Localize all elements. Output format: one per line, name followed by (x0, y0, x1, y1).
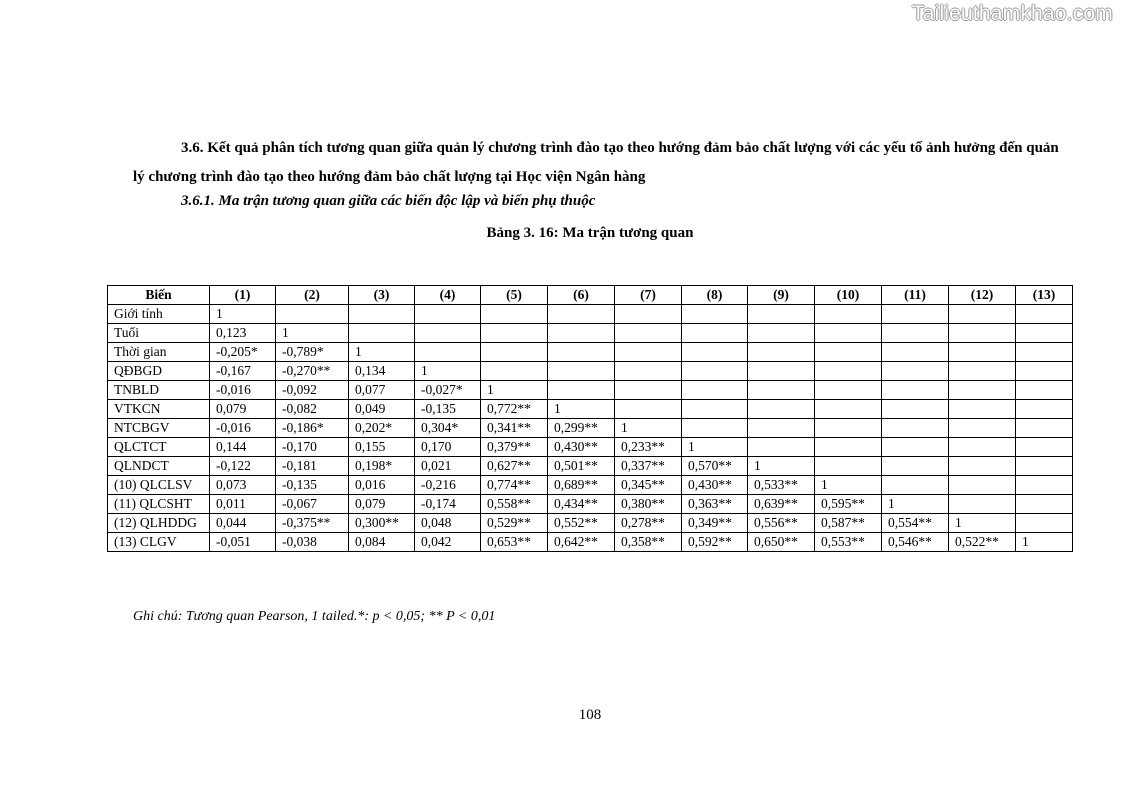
table-cell: -0,016 (210, 381, 276, 400)
table-cell: -0,122 (210, 457, 276, 476)
table-cell (481, 324, 548, 343)
table-cell (815, 324, 882, 343)
row-label-cell: Tuổi (108, 324, 210, 343)
table-cell: 0,430** (682, 476, 748, 495)
table-cell: 0,304* (415, 419, 481, 438)
table-row (108, 400, 1073, 419)
table-cell (949, 305, 1016, 324)
subsection-heading: 3.6.1. Ma trận tương quan giữa các biến độc lập và biến phụ thuộc (181, 193, 596, 209)
table-cell (349, 324, 415, 343)
table-cell: -0,186* (276, 419, 349, 438)
table-cell: 0,434** (548, 495, 615, 514)
header-cell: (10) (815, 286, 882, 305)
table-cell: 1 (1016, 533, 1073, 552)
table-cell (882, 419, 949, 438)
section-heading (133, 134, 1063, 192)
table-cell (1016, 381, 1073, 400)
table-cell (949, 457, 1016, 476)
table-cell: 0,570** (682, 457, 748, 476)
table-cell: 0,049 (349, 400, 415, 419)
table-cell: 0,202* (349, 419, 415, 438)
table-cell: 0,546** (882, 533, 949, 552)
table-cell: -0,789* (276, 343, 349, 362)
table-cell (682, 400, 748, 419)
table-cell (882, 400, 949, 419)
table-cell (682, 419, 748, 438)
table-cell: 0,134 (349, 362, 415, 381)
header-cell: (8) (682, 286, 748, 305)
table-cell: 0,077 (349, 381, 415, 400)
table-cell: 0,300** (349, 514, 415, 533)
table-cell: 0,233** (615, 438, 682, 457)
table-cell (1016, 400, 1073, 419)
table-cell: 0,079 (349, 495, 415, 514)
table-note: Ghi chú: Tương quan Pearson, 1 tailed.*: p < 0,05; ** P < 0,01 (133, 609, 496, 624)
table-cell: 0,084 (349, 533, 415, 552)
table-cell (615, 362, 682, 381)
table-cell: 0,533** (748, 476, 815, 495)
table-cell (949, 362, 1016, 381)
table-cell: 0,522** (949, 533, 1016, 552)
table-cell (1016, 305, 1073, 324)
table-cell (682, 381, 748, 400)
table-cell: 1 (276, 324, 349, 343)
table-cell (1016, 419, 1073, 438)
header-cell: (5) (481, 286, 548, 305)
table-cell: 1 (415, 362, 481, 381)
table-cell: 0,044 (210, 514, 276, 533)
table-row (108, 362, 1073, 381)
header-cell-variable: Biến (108, 286, 210, 305)
table-cell: 0,558** (481, 495, 548, 514)
table-cell (748, 343, 815, 362)
correlation-matrix-table (107, 285, 1073, 552)
table-cell (815, 343, 882, 362)
table-cell: 1 (949, 514, 1016, 533)
table-cell (815, 400, 882, 419)
table-cell (882, 457, 949, 476)
table-cell (481, 305, 548, 324)
row-label-cell: QLNDCT (108, 457, 210, 476)
table-cell: -0,051 (210, 533, 276, 552)
table-row (108, 305, 1073, 324)
header-cell: (1) (210, 286, 276, 305)
table-cell: 0,123 (210, 324, 276, 343)
table-cell (1016, 495, 1073, 514)
table-cell: 0,595** (815, 495, 882, 514)
table-cell (748, 381, 815, 400)
table-cell: 0,155 (349, 438, 415, 457)
table-cell (1016, 514, 1073, 533)
table-cell: 0,774** (481, 476, 548, 495)
table-cell: 0,642** (548, 533, 615, 552)
table-cell: 0,278** (615, 514, 682, 533)
header-cell: (11) (882, 286, 949, 305)
table-cell (815, 305, 882, 324)
row-label-cell: (11) QLCSHT (108, 495, 210, 514)
table-cell (349, 305, 415, 324)
table-cell: -0,082 (276, 400, 349, 419)
table-cell: 0,042 (415, 533, 481, 552)
table-cell: 0,345** (615, 476, 682, 495)
table-cell: 0,021 (415, 457, 481, 476)
table-cell: 0,011 (210, 495, 276, 514)
table-cell (615, 324, 682, 343)
table-row (108, 514, 1073, 533)
header-cell: (2) (276, 286, 349, 305)
table-cell: 1 (349, 343, 415, 362)
row-label-cell: (10) QLCLSV (108, 476, 210, 495)
table-cell: -0,067 (276, 495, 349, 514)
table-cell (949, 343, 1016, 362)
table-cell: 0,501** (548, 457, 615, 476)
table-cell (682, 324, 748, 343)
table-cell: 0,073 (210, 476, 276, 495)
table-cell (815, 457, 882, 476)
table-cell: -0,174 (415, 495, 481, 514)
table-cell: 0,627** (481, 457, 548, 476)
table-cell (949, 400, 1016, 419)
table-cell: 0,198* (349, 457, 415, 476)
table-cell: 0,689** (548, 476, 615, 495)
table-cell: 0,358** (615, 533, 682, 552)
table-cell: 1 (882, 495, 949, 514)
table-cell: 0,341** (481, 419, 548, 438)
table-cell: -0,016 (210, 419, 276, 438)
table-cell: -0,135 (276, 476, 349, 495)
table-cell (748, 438, 815, 457)
table-cell (748, 305, 815, 324)
table-cell: 1 (210, 305, 276, 324)
table-cell: 0,363** (682, 495, 748, 514)
header-cell: (6) (548, 286, 615, 305)
table-cell: 0,650** (748, 533, 815, 552)
table-cell (882, 381, 949, 400)
table-cell: 0,639** (748, 495, 815, 514)
table-cell: 0,556** (748, 514, 815, 533)
table-cell (548, 381, 615, 400)
table-cell (548, 343, 615, 362)
table-cell: 1 (615, 419, 682, 438)
table-cell (815, 419, 882, 438)
table-cell (748, 324, 815, 343)
row-label-cell: VTKCN (108, 400, 210, 419)
table-cell: 0,379** (481, 438, 548, 457)
table-cell (815, 438, 882, 457)
table-cell (548, 305, 615, 324)
table-cell (949, 381, 1016, 400)
table-cell (615, 381, 682, 400)
table-cell: 0,587** (815, 514, 882, 533)
section-heading-text: 3.6. Kết quả phân tích tương quan giữa quản lý chương trình đào tạo theo hướng đảm bảo chất lượng với các yếu tố ảnh hưởng đến quản lý chương trình đào tạo theo hướng đảm bảo chất lượng tại Học viện Ngân hàng (133, 140, 1059, 185)
table-cell (548, 362, 615, 381)
table-cell (276, 305, 349, 324)
table-cell: 0,554** (882, 514, 949, 533)
table-cell: -0,092 (276, 381, 349, 400)
table-cell (882, 343, 949, 362)
table-cell: 0,299** (548, 419, 615, 438)
header-cell: (7) (615, 286, 682, 305)
table-row (108, 419, 1073, 438)
table-cell: 0,592** (682, 533, 748, 552)
table-cell (481, 362, 548, 381)
table-cell (882, 362, 949, 381)
row-label-cell: (12) QLHDDG (108, 514, 210, 533)
table-cell: 0,170 (415, 438, 481, 457)
table-cell (682, 362, 748, 381)
table-cell (949, 476, 1016, 495)
table-cell (481, 343, 548, 362)
table-cell: 1 (815, 476, 882, 495)
row-label-cell: QĐBGD (108, 362, 210, 381)
table-cell: 1 (748, 457, 815, 476)
table-cell: -0,167 (210, 362, 276, 381)
row-label-cell: QLCTCT (108, 438, 210, 457)
table-cell: -0,216 (415, 476, 481, 495)
table-cell: 0,529** (481, 514, 548, 533)
header-cell: (12) (949, 286, 1016, 305)
table-cell: 1 (682, 438, 748, 457)
header-cell: (9) (748, 286, 815, 305)
row-label-cell: (13) CLGV (108, 533, 210, 552)
table-cell (415, 343, 481, 362)
table-row (108, 533, 1073, 552)
table-cell: -0,375** (276, 514, 349, 533)
header-cell: (4) (415, 286, 481, 305)
table-cell: 0,349** (682, 514, 748, 533)
table-cell (682, 305, 748, 324)
table-cell: -0,205* (210, 343, 276, 362)
row-label-cell: Thời gian (108, 343, 210, 362)
table-cell (415, 324, 481, 343)
table-cell (882, 438, 949, 457)
table-cell (949, 438, 1016, 457)
table-cell: -0,270** (276, 362, 349, 381)
table-cell (615, 400, 682, 419)
table-cell (815, 381, 882, 400)
table-cell (1016, 343, 1073, 362)
table-cell (615, 305, 682, 324)
table-caption: Bảng 3. 16: Ma trận tương quan (486, 225, 694, 241)
table-cell (682, 343, 748, 362)
table-cell (748, 362, 815, 381)
table-cell: 0,337** (615, 457, 682, 476)
table-cell (1016, 324, 1073, 343)
table-row (108, 438, 1073, 457)
table-cell (548, 324, 615, 343)
table-cell: 1 (481, 381, 548, 400)
table-cell (748, 400, 815, 419)
table-row (108, 381, 1073, 400)
table-row (108, 495, 1073, 514)
table-row (108, 324, 1073, 343)
table-cell: 0,430** (548, 438, 615, 457)
table-cell (882, 305, 949, 324)
table-cell: -0,181 (276, 457, 349, 476)
table-cell: 0,016 (349, 476, 415, 495)
table-cell: 0,552** (548, 514, 615, 533)
page-number: 108 (578, 707, 602, 723)
table-cell (949, 495, 1016, 514)
header-cell: (3) (349, 286, 415, 305)
table-cell: -0,038 (276, 533, 349, 552)
table-row (108, 343, 1073, 362)
table-cell (882, 324, 949, 343)
table-cell (615, 343, 682, 362)
table-cell: 1 (548, 400, 615, 419)
row-label-cell: TNBLD (108, 381, 210, 400)
table-cell: 0,380** (615, 495, 682, 514)
header-cell: (13) (1016, 286, 1073, 305)
table-cell: -0,135 (415, 400, 481, 419)
table-cell (815, 362, 882, 381)
table-cell: 0,653** (481, 533, 548, 552)
table-cell: -0,170 (276, 438, 349, 457)
table-cell: 0,553** (815, 533, 882, 552)
table-cell (415, 305, 481, 324)
row-label-cell: NTCBGV (108, 419, 210, 438)
table-cell: 0,048 (415, 514, 481, 533)
table-cell (1016, 476, 1073, 495)
table-cell: 0,144 (210, 438, 276, 457)
table-cell (1016, 362, 1073, 381)
table-row (108, 476, 1073, 495)
table-cell (1016, 457, 1073, 476)
table-cell (949, 324, 1016, 343)
table-row (108, 457, 1073, 476)
row-label-cell: Giới tính (108, 305, 210, 324)
table-cell: 0,079 (210, 400, 276, 419)
table-header-row (108, 286, 1073, 305)
table-cell: -0,027* (415, 381, 481, 400)
table-cell: 0,772** (481, 400, 548, 419)
table-cell (882, 476, 949, 495)
table-cell (1016, 438, 1073, 457)
table-cell (748, 419, 815, 438)
watermark: Tailieuthamkhao.com (911, 2, 1113, 25)
table-cell (949, 419, 1016, 438)
